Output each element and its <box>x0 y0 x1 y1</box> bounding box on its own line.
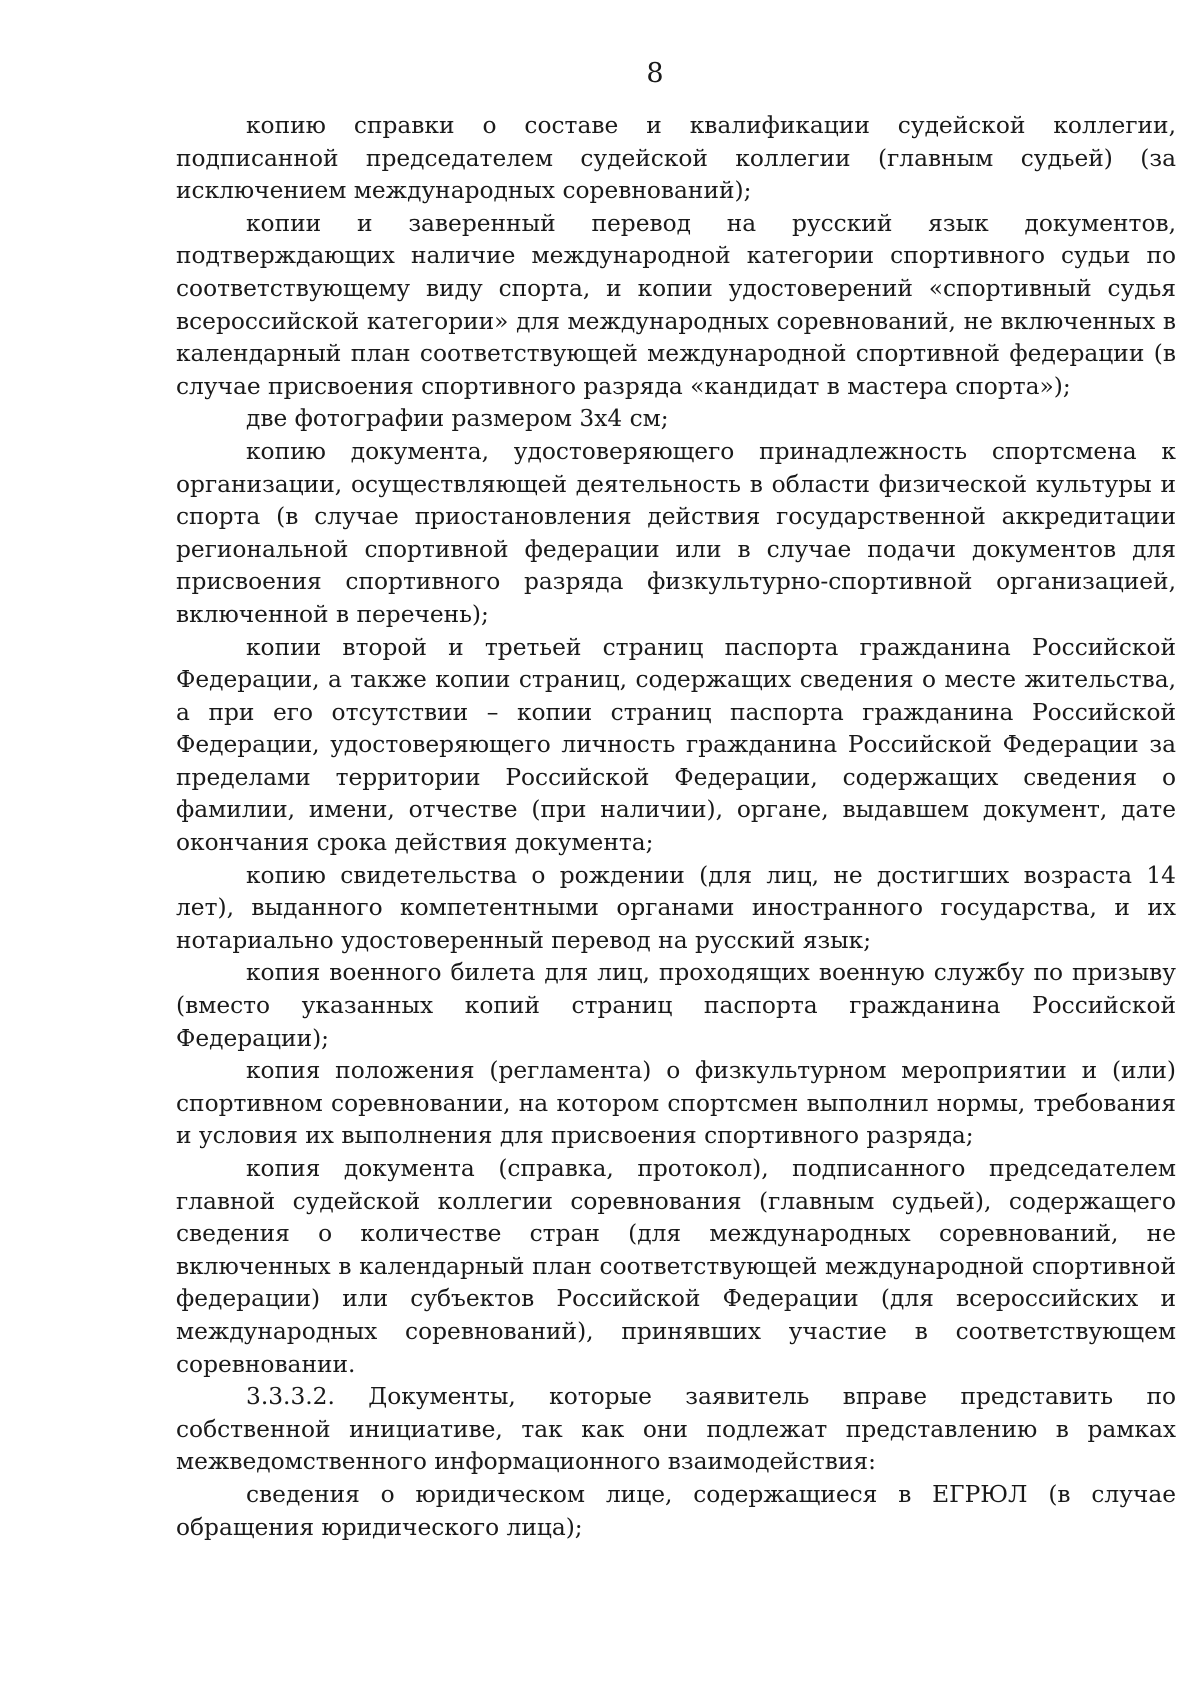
paragraph: копию документа, удостоверяющего принадлежность спортсмена к организации, осуществляющей деятельность в области физической культуры и спорта (в случае приостановления действия государственной аккредитации региональной спортивной федерации или в случае подачи документов для присвоения спортивного разряда физкультурно-спортивной организацией, включенной в перечень); <box>176 437 1176 628</box>
paragraph: копии и заверенный перевод на русский язык документов, подтверждающих наличие международной категории спортивного судьи по соответствующему виду спорта, и копии удостоверений «спортивный судья всероссийской категории» для международных соревнований, не включенных в календарный план соответствующей международной спортивной федерации (в случае присвоения спортивного разряда «кандидат в мастера спорта»); <box>176 209 1176 400</box>
document-body <box>176 110 1176 1544</box>
page-number: 8 <box>646 58 664 89</box>
paragraph: копии второй и третьей страниц паспорта гражданина Российской Федерации, а также копии страниц, содержащих сведения о месте жительства, а при его отсутствии – копии страниц паспорта гражданина Российской Федерации, удостоверяющего личность гражданина Российской Федерации за пределами территории Российской Федерации, содержащих сведения о фамилии, имени, отчестве (при наличии), органе, выдавшем документ, дате окончания срока действия документа; <box>176 633 1176 857</box>
paragraph: копия положения (регламента) о физкультурном мероприятии и (или) спортивном соревновании, на котором спортсмен выполнил нормы, требования и условия их выполнения для присвоения спортивного разряда; <box>176 1057 1176 1150</box>
paragraph: две фотографии размером 3х4 см; <box>246 405 669 433</box>
paragraph: копию справки о составе и квалификации судейской коллегии, подписанной председателем судейской коллегии (главным судьей) (за исключением международных соревнований); <box>176 112 1176 205</box>
section-paragraph-3-3-3-2: 3.3.3.2. Документы, которые заявитель вправе представить по собственной инициативе, так как они подлежат представлению в рамках межведомственного информационного взаимодействия: <box>176 1383 1176 1476</box>
paragraph: сведения о юридическом лице, содержащиеся в ЕГРЮЛ (в случае обращения юридического лица); <box>176 1480 1176 1541</box>
paragraph: копия документа (справка, протокол), подписанного председателем главной судейской коллегии соревнования (главным судьей), содержащего сведения о количестве стран (для международных соревнований, не включенных в календарный план соответствующей международной спортивной федерации) или субъектов Российской Федерации (для всероссийских и международных соревнований), принявших участие в соответствующем соревновании. <box>176 1155 1176 1378</box>
paragraph: копия военного билета для лиц, проходящих военную службу по призыву (вместо указанных копий страниц паспорта гражданина Российской Федерации); <box>176 959 1176 1052</box>
paragraph: копию свидетельства о рождении (для лиц, не достигших возраста 14 лет), выданного компетентными органами иностранного государства, и их нотариально удостоверенный перевод на русский язык; <box>176 861 1176 954</box>
